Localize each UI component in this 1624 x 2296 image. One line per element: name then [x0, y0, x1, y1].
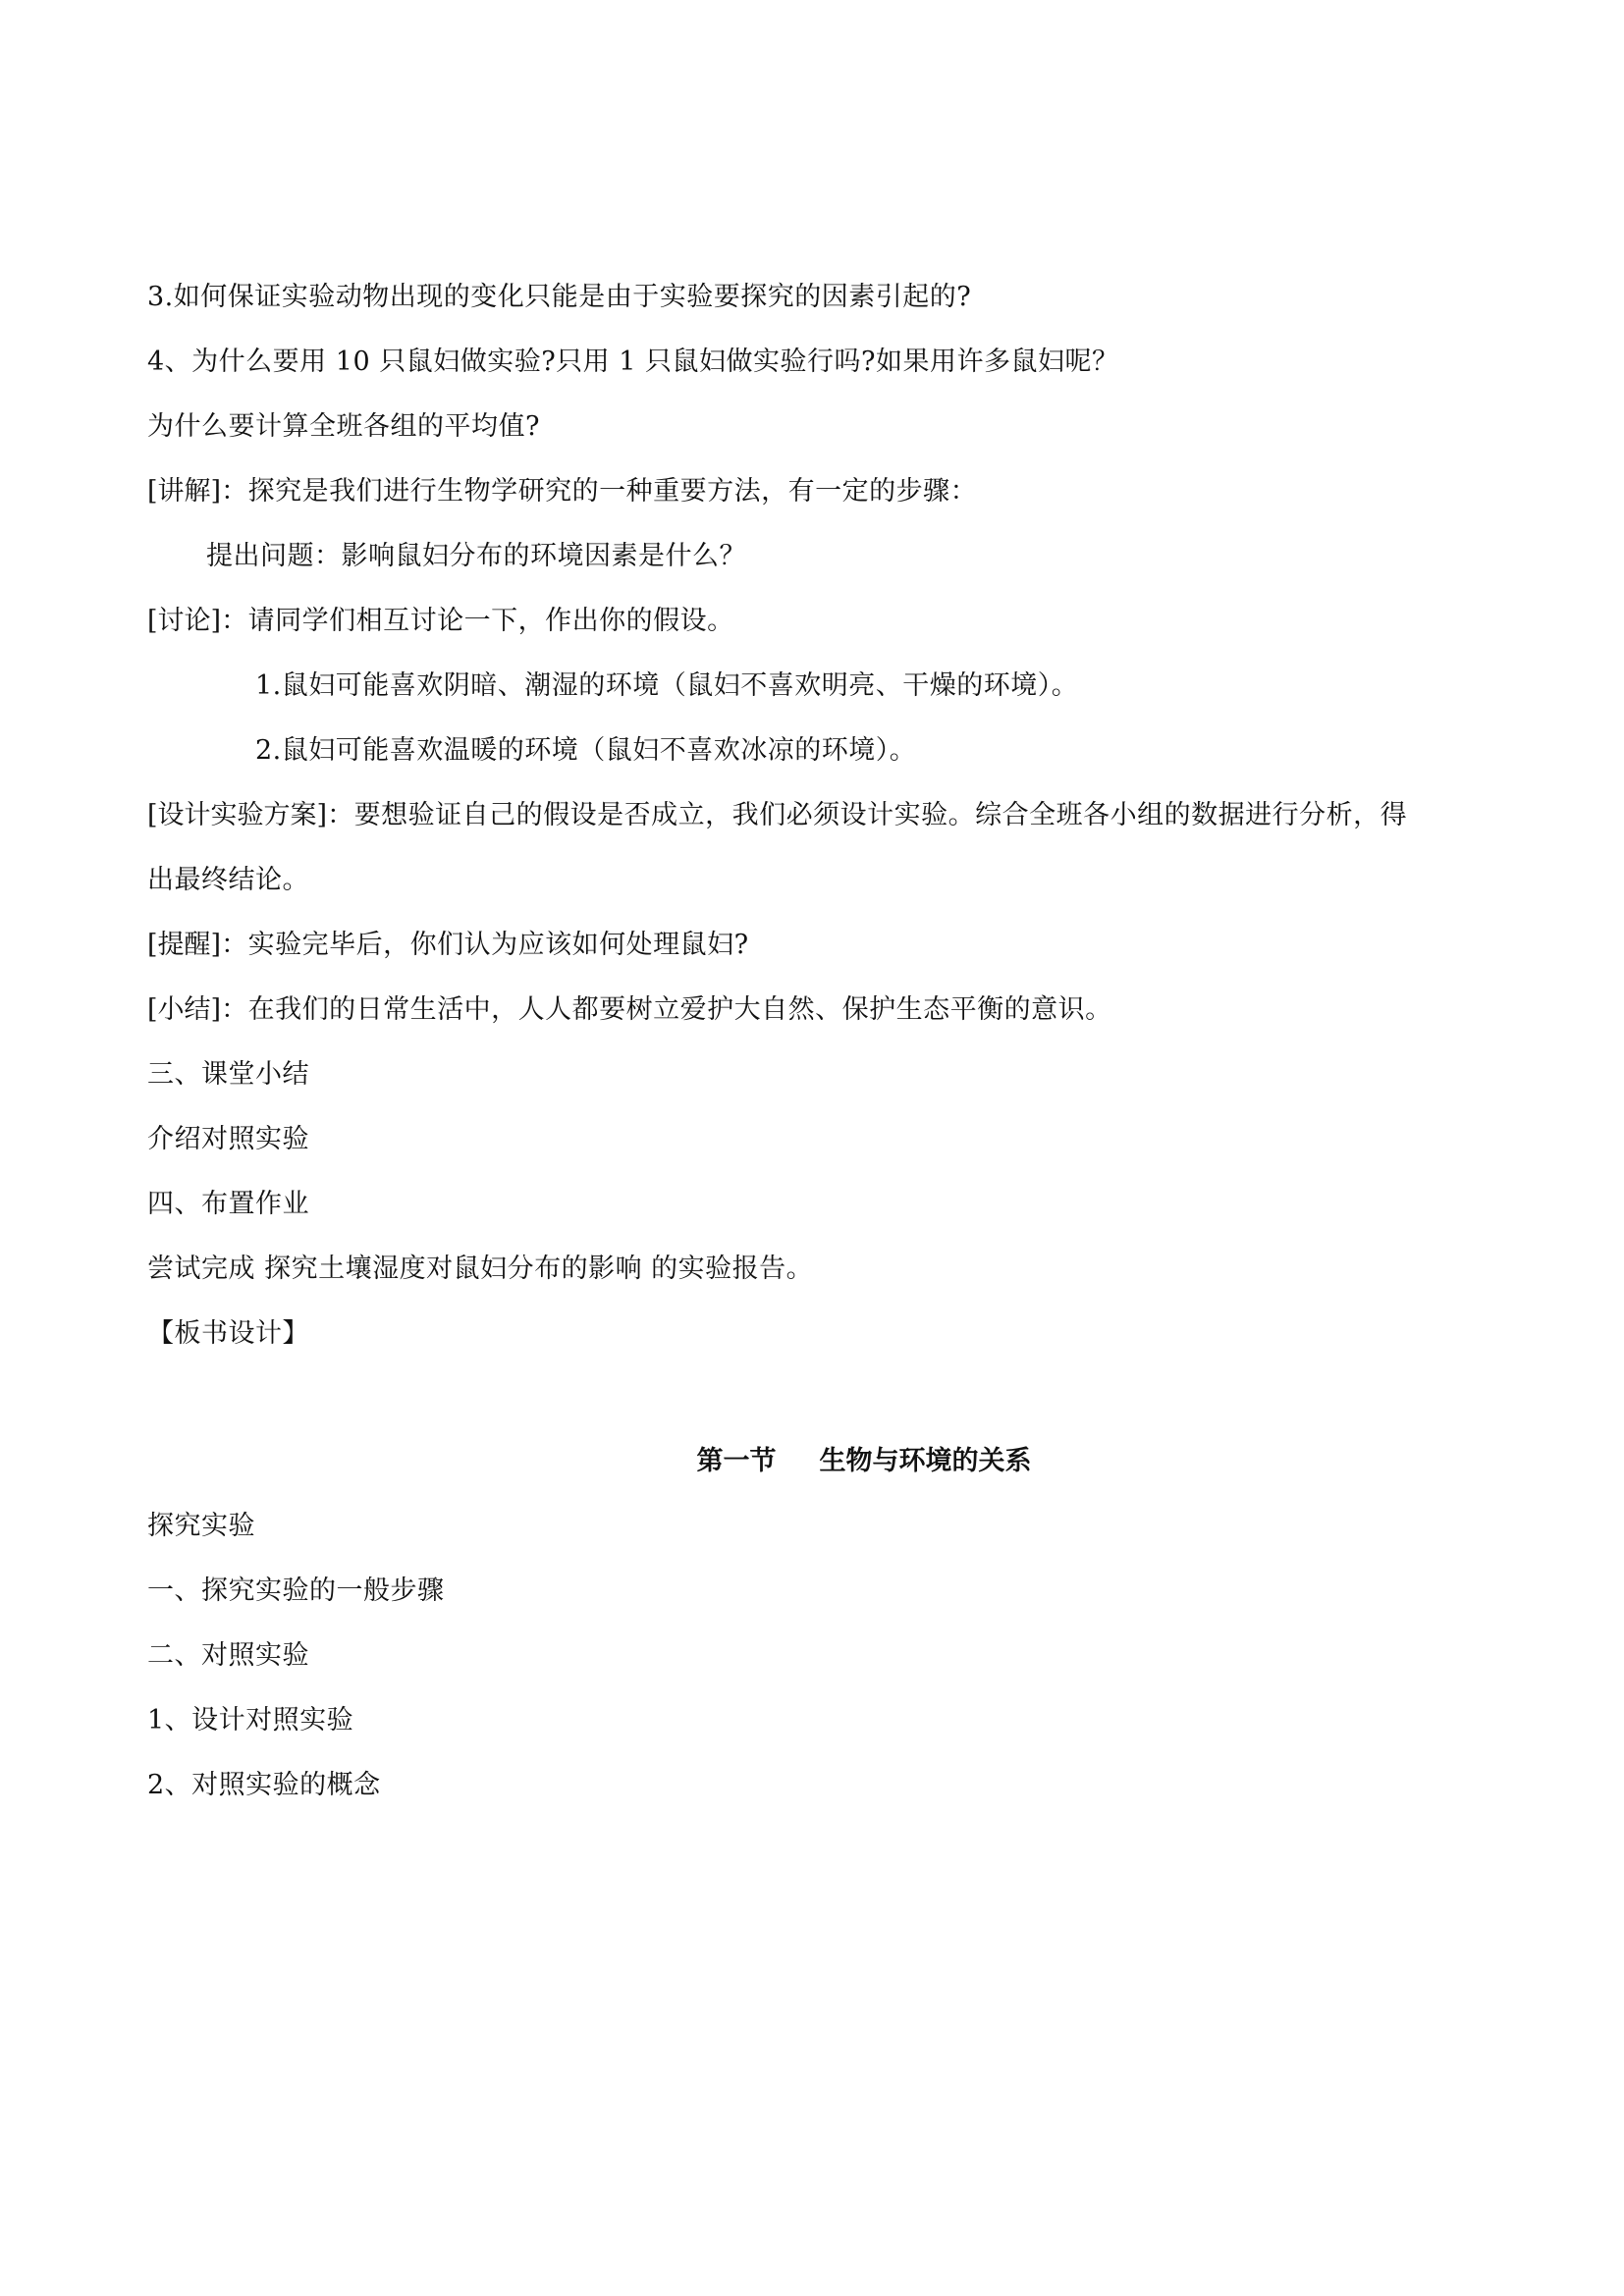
- remind-tag: [提醒]: [147, 930, 222, 960]
- explain-paragraph: [147, 459, 1492, 524]
- design-paragraph-continued: 出最终结论。: [147, 865, 309, 895]
- explain-tag: [讲解]: [147, 476, 222, 507]
- discuss-paragraph: [147, 589, 1492, 654]
- blank-spacer: [147, 1366, 1492, 1429]
- board-title-section: 第一节: [696, 1446, 777, 1476]
- section-3-heading: 三、课堂小结: [147, 1059, 309, 1090]
- document-content: [147, 265, 1492, 1818]
- board-design-heading: 【板书设计】: [147, 1318, 309, 1349]
- remind-text: ：实验完毕后，你们认为应该如何处理鼠妇?: [221, 930, 749, 960]
- remind-paragraph: [147, 913, 1492, 978]
- section-3-text: 介绍对照实验: [147, 1124, 309, 1154]
- question-3: 3.如何保证实验动物出现的变化只能是由于实验要探究的因素引起的?: [147, 282, 972, 312]
- question-raise: 提出问题：影响鼠妇分布的环境因素是什么？: [206, 541, 746, 571]
- discuss-text: ：请同学们相互讨论一下，作出你的假设。: [221, 606, 734, 636]
- discuss-tag: [讨论]: [147, 606, 222, 636]
- section-4-heading: 四、布置作业: [147, 1189, 309, 1219]
- question-4-continued: 为什么要计算全班各组的平均值?: [147, 411, 540, 442]
- section-4-text: 尝试完成 探究土壤湿度对鼠妇分布的影响 的实验报告。: [147, 1254, 814, 1284]
- design-text: ：要想验证自己的假设是否成立，我们必须设计实验。综合全班各小组的数据进行分析，得: [327, 800, 1408, 830]
- board-item-2: 一、探究实验的一般步骤: [147, 1575, 445, 1606]
- board-title-topic: 生物与环境的关系: [819, 1446, 1032, 1476]
- summary-paragraph: [147, 978, 1492, 1042]
- design-tag: [设计实验方案]: [147, 800, 328, 830]
- board-item-3: 二、对照实验: [147, 1640, 309, 1671]
- question-4: 4、为什么要用 10 只鼠妇做实验?只用 1 只鼠妇做实验行吗?如果用许多鼠妇呢？: [147, 347, 1119, 377]
- summary-tag: [小结]: [147, 994, 222, 1025]
- summary-text: ：在我们的日常生活中，人人都要树立爱护大自然、保护生态平衡的意识。: [221, 994, 1112, 1025]
- board-item-1: 探究实验: [147, 1511, 255, 1541]
- design-paragraph: [147, 783, 1492, 848]
- hypothesis-1: 1.鼠妇可能喜欢阴暗、潮湿的环境（鼠妇不喜欢明亮、干燥的环境）。: [255, 670, 1079, 701]
- board-title: [147, 1429, 1492, 1494]
- hypothesis-2: 2.鼠妇可能喜欢温暖的环境（鼠妇不喜欢冰凉的环境）。: [255, 735, 917, 766]
- explain-text: ：探究是我们进行生物学研究的一种重要方法，有一定的步骤：: [221, 476, 978, 507]
- board-item-5: 2、对照实验的概念: [147, 1770, 381, 1800]
- board-item-4: 1、设计对照实验: [147, 1705, 354, 1735]
